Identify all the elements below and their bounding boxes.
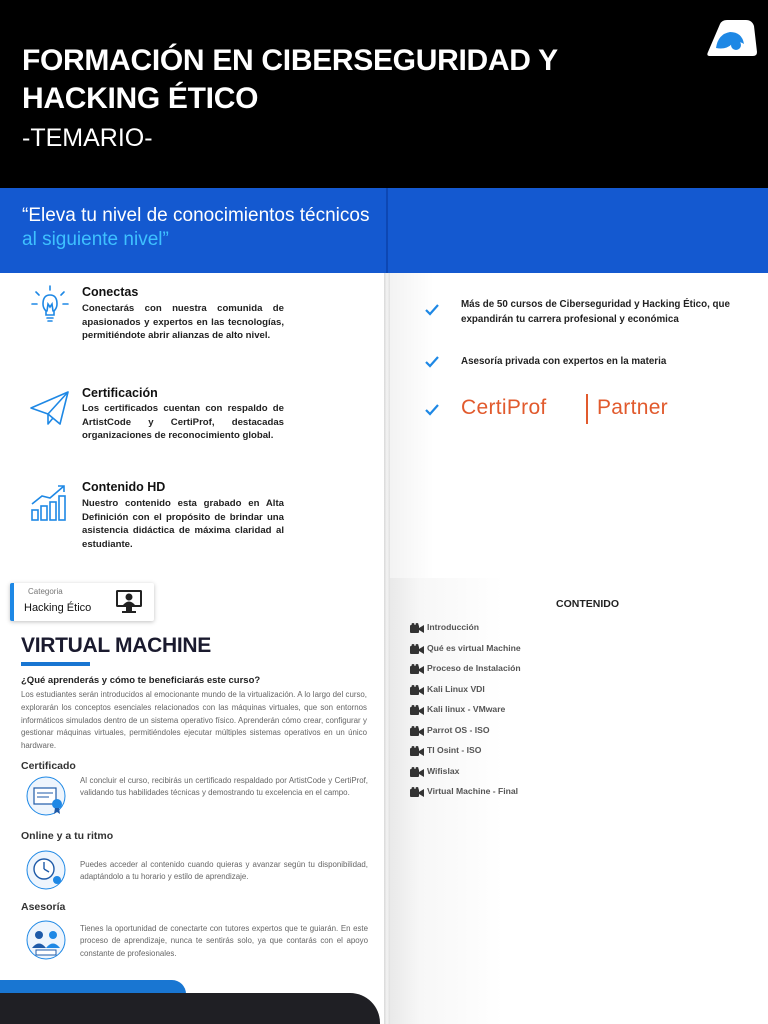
section-text: Tienes la oportunidad de conectarte con tutores expertos que te guiarán. En este proceso de aprendizaje, nunca te sentirás solo, ya que contarás con el apoyo constante de profesionales. (80, 924, 368, 958)
content-item-label: TI Osint - ISO (427, 745, 482, 755)
course-title: VIRTUAL MACHINE (21, 634, 211, 657)
title-underline (21, 662, 90, 666)
page-title: FORMACIÓN EN CIBERSEGURIDAD Y HACKING ÉTICO (22, 44, 558, 115)
content-item-label: Qué es virtual Machine (427, 643, 521, 653)
content-item-label: Proceso de Instalación (427, 663, 521, 673)
footer-bar (0, 993, 380, 1024)
feature-text: Los certificados cuentan con respaldo de ArtistCode y CertiProf, destacadas organizaciones de reconocimiento global. (82, 403, 284, 441)
quote-text: “Eleva tu nivel de conocimientos técnicos al siguiente nivel” (22, 205, 370, 250)
check-icon (425, 404, 439, 416)
certiprof-logo: CertiProf (461, 396, 547, 419)
feature-title: Certificación (82, 386, 158, 400)
page-spine (384, 273, 390, 1024)
video-camera-icon (410, 787, 424, 798)
section-text: Puedes acceder al contenido cuando quieras y avanzar según tu disponibilidad, adaptándolo a tu horario y estilo de aprendizaje. (80, 860, 368, 882)
feature-title: Contenido HD (82, 480, 166, 494)
video-camera-icon (410, 623, 424, 634)
benefit-text: Más de 50 cursos de Ciberseguridad y Hacking Ético, que expandirán tu carrera profesional y económica (461, 299, 730, 325)
section-title: Asesoría (21, 901, 66, 913)
certificate-icon (24, 774, 72, 818)
section-text: Al concluir el curso, recibirás un certificado respaldado por ArtistCode y CertiProf, validando tus habilidades técnicas y demostrando tu excelencia en el campo. (80, 776, 368, 798)
category-value: Hacking Ético (24, 602, 92, 614)
partner-divider (586, 394, 588, 424)
quote-highlight: al siguiente nivel” (22, 229, 169, 250)
video-camera-icon (410, 746, 424, 757)
feature-text: Conectarás con nuestra comunida de apasionados y expertos en las tecnologías, permitiéndote abrir alianzas de alto nivel. (82, 303, 284, 341)
course-question: ¿Qué aprenderás y cómo te beneficiarás este curso? (21, 675, 261, 686)
video-camera-icon (410, 767, 424, 778)
brand-logo-icon (700, 18, 758, 58)
video-camera-icon (410, 705, 424, 716)
video-camera-icon (410, 726, 424, 737)
page-subtitle: -TEMARIO- (22, 124, 153, 152)
hacker-monitor-icon (114, 587, 144, 615)
video-camera-icon (410, 685, 424, 696)
advisory-team-icon (24, 918, 72, 962)
section-title: Online y a tu ritmo (21, 830, 114, 842)
partner-logo: Partner (597, 396, 668, 419)
contents-title: CONTENIDO (556, 598, 619, 610)
feature-text: Nuestro contenido esta grabado en Alta Definición con el propósito de brindar una asistencia didáctica de máxima claridad al estudiante. (82, 498, 284, 550)
category-label: Categoria (28, 587, 63, 596)
content-item-label: Wifislax (427, 766, 460, 776)
content-item-label: Kali Linux VDI (427, 684, 485, 694)
section-title: Certificado (21, 760, 76, 772)
content-item-label: Introducción (427, 622, 480, 632)
course-description: Los estudiantes serán introducidos al emocionante mundo de la virtualización. A lo largo del curso, explorarán los conceptos esenciales relacionados con las máquinas virtuales, que son entornos informáticos simulados dentro de un sistema operativo físico. Aprenderán cómo crear, configurar y gestionar máquinas virtuales, permitiéndoles ejecutar múltiples sistemas operativos en un único hardware. (21, 690, 367, 751)
video-camera-icon (410, 664, 424, 675)
benefit-text: Asesoría privada con expertos en la materia (461, 356, 667, 367)
content-item-label: Virtual Machine - Final (427, 786, 519, 796)
band-divider (386, 188, 388, 273)
lightbulb-icon (28, 282, 72, 326)
video-camera-icon (410, 644, 424, 655)
growth-chart-icon (28, 482, 72, 526)
content-item-label: Kali linux - VMware (427, 704, 506, 714)
category-card (10, 583, 154, 621)
check-icon (425, 304, 439, 316)
check-icon (425, 356, 439, 368)
feature-title: Conectas (82, 285, 139, 299)
content-item-label: Parrot OS - ISO (427, 725, 490, 735)
paper-plane-icon (28, 386, 72, 430)
clock-online-icon (24, 848, 72, 892)
